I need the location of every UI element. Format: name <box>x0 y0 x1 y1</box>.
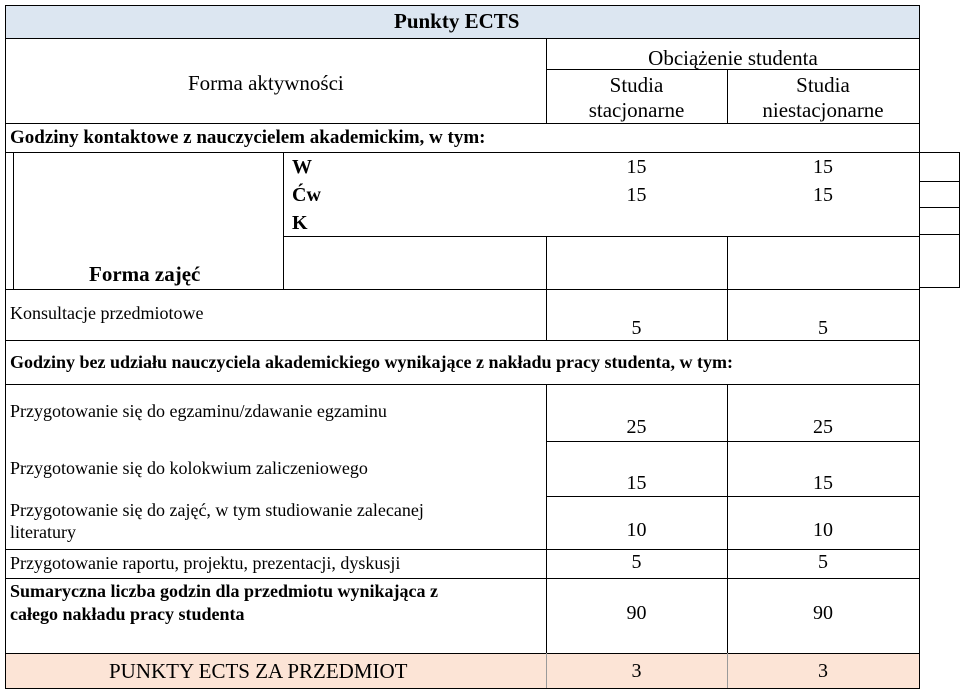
consultations-part-time: 5 <box>818 317 828 339</box>
form-name-k: K <box>292 212 308 234</box>
colloquium-prep-full-time: 15 <box>626 472 647 494</box>
total-hours-label-line2: całego nakładu pracy studenta <box>10 604 245 624</box>
ects-part-time: 3 <box>818 660 828 682</box>
total-hours-part-time: 90 <box>813 602 833 624</box>
report-prep-label: Przygotowanie raportu, projektu, prezentacji, dyskusji <box>10 553 401 573</box>
contact-hours-label: Godziny kontaktowe z nauczycielem akademickim, w tym: <box>10 127 486 148</box>
exam-prep-part-time: 25 <box>813 416 833 438</box>
student-load-header: Obciążenie studenta <box>648 46 818 70</box>
part-time-header-line2: niestacjonarne <box>762 98 884 122</box>
class-prep-label-line1: Przygotowanie się do zajęć, w tym studiowanie zalecanej <box>10 500 424 520</box>
consultations-label: Konsultacje przedmiotowe <box>10 303 204 323</box>
form-cw-full-time: 15 <box>626 184 647 206</box>
colloquium-prep-part-time: 15 <box>813 472 833 494</box>
form-name-cw: Ćw <box>292 184 321 206</box>
full-time-header-line2: stacjonarne <box>588 98 685 122</box>
exam-prep-label: Przygotowanie się do egzaminu/zdawanie egzaminu <box>10 401 387 421</box>
total-hours-label-line1: Sumaryczna liczba godzin dla przedmiotu wynikająca z <box>10 581 438 601</box>
ects-full-time: 3 <box>631 660 642 682</box>
self-study-label: Godziny bez udziału nauczyciela akademickiego wynikające z nakładu pracy studenta, w tym: <box>10 352 734 372</box>
form-w-part-time: 15 <box>813 156 833 178</box>
form-w-full-time: 15 <box>626 156 647 178</box>
colloquium-prep-label: Przygotowanie się do kolokwium zaliczeniowego <box>10 458 368 478</box>
total-hours-full-time: 90 <box>626 602 647 624</box>
class-prep-label-line2: literatury <box>10 522 76 542</box>
table-title: Punkty ECTS <box>394 9 520 33</box>
form-cw-part-time: 15 <box>813 184 833 206</box>
form-of-classes-label: Forma zajęć <box>89 262 201 286</box>
full-time-header-line1: Studia <box>609 73 664 97</box>
activity-form-header: Forma aktywności <box>188 71 344 95</box>
consultations-full-time: 5 <box>631 317 642 339</box>
report-prep-part-time: 5 <box>818 551 828 573</box>
part-time-header-line1: Studia <box>796 73 850 97</box>
report-prep-full-time: 5 <box>631 551 642 573</box>
exam-prep-full-time: 25 <box>626 416 647 438</box>
ects-points-label: PUNKTY ECTS ZA PRZEDMIOT <box>109 659 408 683</box>
class-prep-full-time: 10 <box>626 519 647 541</box>
form-name-w: W <box>292 156 312 178</box>
class-prep-part-time: 10 <box>813 519 833 541</box>
